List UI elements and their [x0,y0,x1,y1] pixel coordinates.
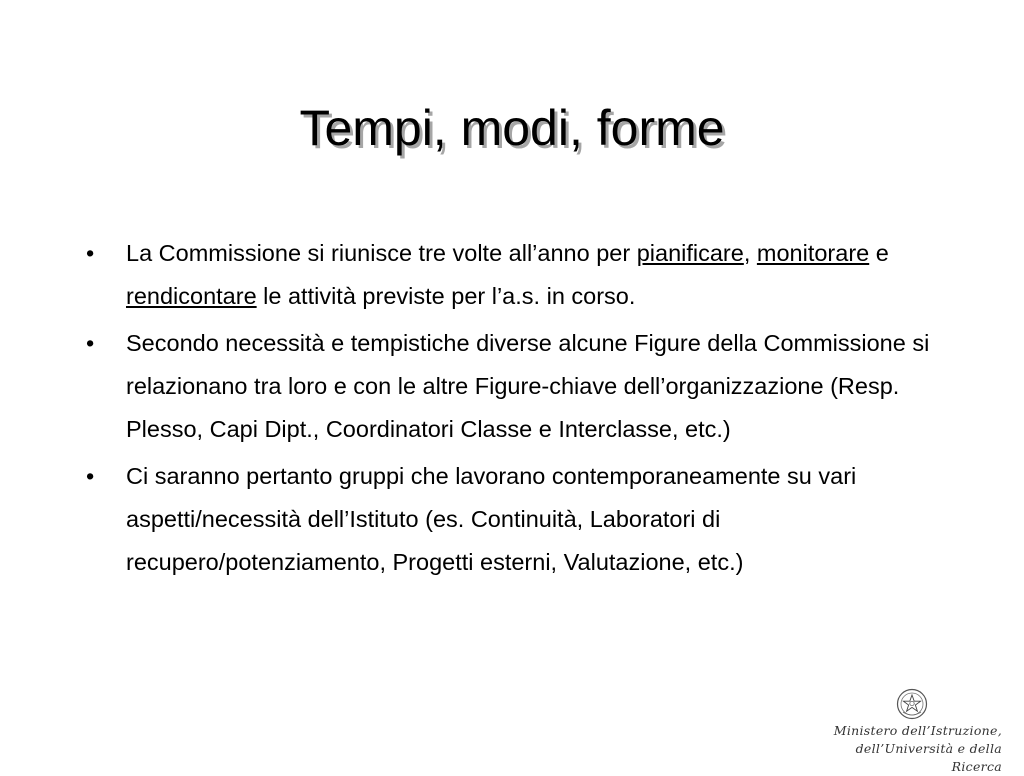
bullet-marker: • [86,330,95,356]
bullet-text: Secondo necessità e tempistiche diverse alcune Figure della Commissione si relazionano tra loro e con le altre Figure-chiave dell’organizzazione (Resp. Plesso, Capi Dipt., Coordinatori Classe e Interclasse, etc.) [126,330,930,442]
bullet-item [86,455,956,584]
bullet-text-segment: , [743,240,757,266]
bullet-text: Ci saranno pertanto gruppi che lavorano contemporaneamente su vari aspetti/necessità dell’Istituto (es. Continuità, Laboratori di recupero/potenziamento, Progetti esterni, Valutazione, etc.) [126,463,857,575]
ministry-name-line-2: dell’Università e della Ricerca [855,741,1002,774]
bullet-item [86,322,956,451]
bullet-text-segment: e [869,240,889,266]
bullet-item [86,232,956,318]
bullet-text-segment: La Commissione si riunisce tre volte all’anno per [126,240,637,266]
underlined-term-pianificare: pianificare [636,240,744,266]
bullet-list [86,232,956,588]
bullet-text-segment: le attività previste per l’a.s. in corso. [256,283,636,309]
ministry-name-line-1: Ministero dell’Istruzione, [833,723,1002,738]
underlined-term-rendicontare: rendicontare [126,283,257,309]
ministry-logo [822,688,1002,774]
bullet-text [126,240,889,309]
italian-republic-emblem-icon [896,688,928,720]
slide-title: Tempi, modi, forme [299,100,725,156]
bullet-marker: • [86,463,95,489]
underlined-term-monitorare: monitorare [756,240,870,266]
bullet-marker: • [86,240,95,266]
